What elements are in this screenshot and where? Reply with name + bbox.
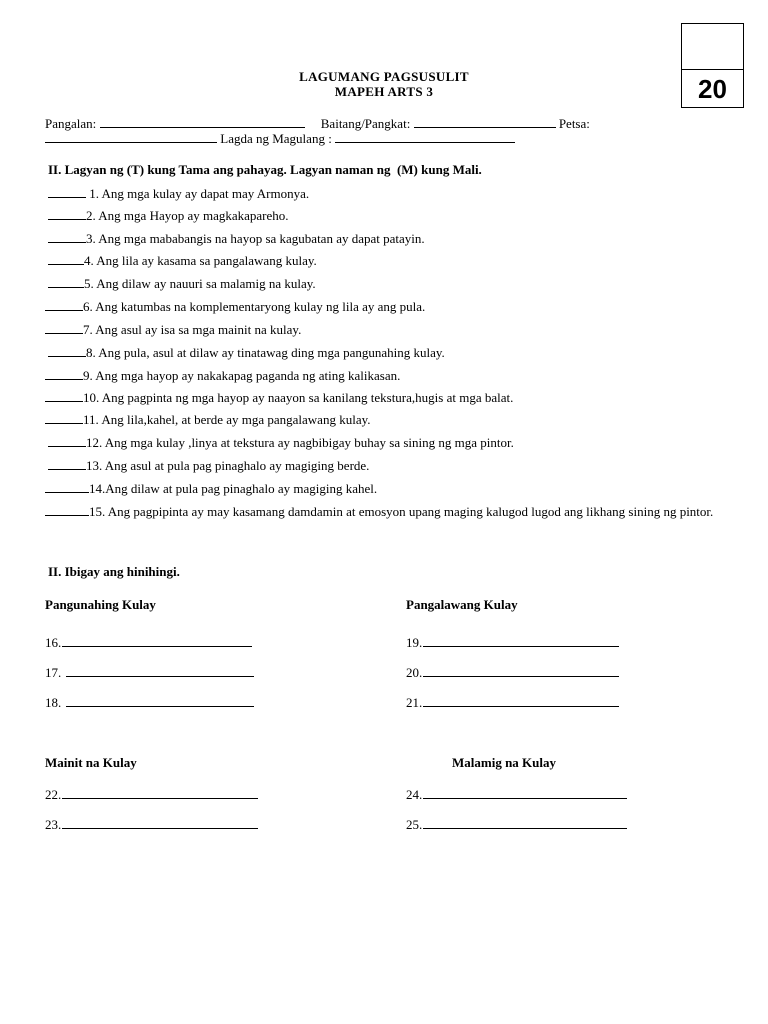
- info-row-2: [45, 130, 515, 147]
- list-item: 4. Ang lila ay kasama sa pangalawang kulay.: [48, 253, 317, 269]
- list-item: 11. Ang lila,kahel, at berde ay mga pangalawang kulay.: [45, 412, 371, 428]
- page-title: LAGUMANG PAGSUSULIT: [299, 69, 469, 84]
- answer-line: 25.: [406, 816, 627, 833]
- date-label: Petsa:: [558, 116, 590, 131]
- answer-blank[interactable]: [48, 231, 86, 243]
- cool-colors-heading: Malamig na Kulay: [452, 755, 557, 770]
- primary-colors-heading: Pangunahing Kulay: [45, 597, 156, 612]
- list-item: 7. Ang asul ay isa sa mga mainit na kulay.: [45, 322, 301, 338]
- answer-line: 16.: [45, 634, 252, 651]
- parent-signature-label: Lagda ng Magulang :: [220, 131, 332, 146]
- part2-instruction: II. Ibigay ang hinihingi.: [48, 564, 180, 579]
- answer-line: 18.: [45, 694, 254, 711]
- answer-blank[interactable]: [45, 368, 83, 380]
- answer-line: 17.: [45, 664, 254, 681]
- list-item: 9. Ang mga hayop ay nakakapag paganda ng ating kalikasan.: [45, 368, 400, 384]
- answer-blank[interactable]: [45, 481, 89, 493]
- answer-line: 24.: [406, 786, 627, 803]
- grade-field[interactable]: [414, 115, 556, 128]
- part1-instruction: II. Lagyan ng (T) kung Tama ang pahayag. Lagyan naman ng (M) kung Mali.: [48, 162, 482, 177]
- answer-blank[interactable]: [48, 435, 86, 447]
- total-score: 20: [698, 74, 727, 104]
- answer-field[interactable]: [66, 694, 254, 707]
- list-item: 12. Ang mga kulay ,linya at tekstura ay nagbibigay buhay sa sining ng mga pintor.: [48, 435, 514, 451]
- answer-blank[interactable]: [45, 412, 83, 424]
- answer-blank[interactable]: [48, 276, 84, 288]
- answer-field[interactable]: [62, 786, 258, 799]
- list-item: 14.Ang dilaw at pula pag pinaghalo ay magiging kahel.: [45, 481, 377, 497]
- list-item: 2. Ang mga Hayop ay magkakapareho.: [48, 208, 289, 224]
- parent-signature-field[interactable]: [335, 130, 515, 143]
- grade-label: Baitang/Pangkat:: [320, 116, 411, 131]
- answer-blank[interactable]: [48, 458, 86, 470]
- answer-line: 19.: [406, 634, 619, 651]
- answer-blank[interactable]: [45, 322, 83, 334]
- answer-line: 20.: [406, 664, 619, 681]
- answer-blank[interactable]: [48, 253, 84, 265]
- answer-field[interactable]: [423, 816, 627, 829]
- name-field[interactable]: [100, 115, 305, 128]
- score-blank-cell[interactable]: [682, 24, 743, 70]
- answer-blank[interactable]: [45, 504, 89, 516]
- list-item: 3. Ang mga mababangis na hayop sa kagubatan ay dapat patayin.: [48, 231, 425, 247]
- answer-field[interactable]: [423, 634, 619, 647]
- answer-blank[interactable]: [48, 186, 86, 198]
- list-item: 15. Ang pagpipinta ay may kasamang damdamin at emosyon upang maging kalugod lugod ang likhang sining ng pintor.: [45, 500, 725, 523]
- warm-colors-heading: Mainit na Kulay: [45, 755, 137, 770]
- list-item: 1. Ang mga kulay ay dapat may Armonya.: [48, 186, 309, 202]
- answer-field[interactable]: [423, 694, 619, 707]
- secondary-colors-heading: Pangalawang Kulay: [406, 597, 518, 612]
- answer-line: 23.: [45, 816, 258, 833]
- list-item: 5. Ang dilaw ay nauuri sa malamig na kulay.: [48, 276, 316, 292]
- answer-line: 21.: [406, 694, 619, 711]
- answer-blank[interactable]: [45, 299, 83, 311]
- answer-field[interactable]: [423, 786, 627, 799]
- date-field[interactable]: [45, 130, 217, 143]
- list-item: 13. Ang asul at pula pag pinaghalo ay magiging berde.: [48, 458, 369, 474]
- answer-field[interactable]: [62, 816, 258, 829]
- answer-field[interactable]: [66, 664, 254, 677]
- page-subtitle: MAPEH ARTS 3: [334, 84, 434, 99]
- answer-field[interactable]: [423, 664, 619, 677]
- answer-field[interactable]: [62, 634, 252, 647]
- list-item: 10. Ang pagpinta ng mga hayop ay naayon sa kanilang tekstura,hugis at mga balat.: [45, 390, 513, 406]
- answer-blank[interactable]: [45, 390, 83, 402]
- list-item: 6. Ang katumbas na komplementaryong kulay ng lila ay ang pula.: [45, 299, 425, 315]
- answer-blank[interactable]: [48, 345, 86, 357]
- answer-blank[interactable]: [48, 208, 86, 220]
- name-label: Pangalan:: [45, 116, 97, 131]
- list-item: 8. Ang pula, asul at dilaw ay tinatawag ding mga pangunahing kulay.: [48, 345, 445, 361]
- answer-line: 22.: [45, 786, 258, 803]
